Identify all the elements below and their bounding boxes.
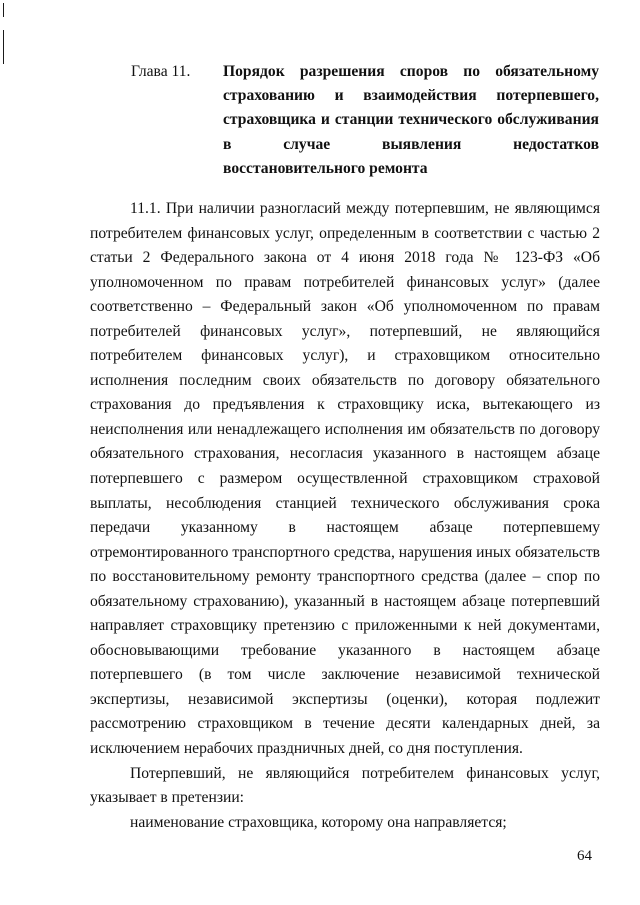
page-number: 64 bbox=[577, 848, 592, 864]
paragraph-claim-intro: Потерпевший, не являющийся потребителем финансовых услуг, указывает в претензии: bbox=[90, 764, 600, 807]
document-body bbox=[90, 197, 600, 835]
paragraph-insurer-name: наименование страховщика, которому она направляется; bbox=[130, 813, 507, 831]
chapter-label: Глава 11. bbox=[131, 63, 191, 80]
scan-edge-mark bbox=[3, 3, 4, 17]
scan-edge-mark bbox=[3, 30, 4, 64]
paragraph-11-1: 11.1. При наличии разногласий между потерпевшим, не являющимся потребителем финансовых услуг, определенным в соответствии с частью 2 статьи 2 Федерального закона от 4 июня 2018 года № 123-ФЗ «Об уполномоченном по правам потребителей финансовых услуг» (далее соответственно – Федеральный закон «Об уполномоченном по правам потребителей финансовых услуг», потерпевший, не являющийся потребителем финансовых услуг), и страховщиком относительно исполнения последним своих обязательств по договору обязательного страхования до предъявления к страховщику иска, вытекающего из неисполнения или ненадлежащего исполнения им обязательств по договору обязательного страхования, несогласия указанного в настоящем абзаце потерпевшего с размером осуществленной страховщиком страховой выплаты, несоблюдения станцией технического обслуживания срока передачи указанному в настоящем абзаце потерпевшему отремонтированного транспортного средства, нарушения иных обязательств по восстановительному ремонту транспортного средства (далее – спор по обязательному страхованию), указанный в настоящем абзаце потерпевший направляет страховщику претензию с приложенными к ней документами, обосновывающими требование указанного в настоящем абзаце потерпевшего (в том числе заключение независимой технической экспертизы, независимой экспертизы (оценки), которая подлежит рассмотрению страховщиком в течение десяти календарных дней, за исключением нерабочих праздничных дней, со дня поступления. bbox=[90, 200, 600, 758]
chapter-title: Порядок разрешения споров по обязательному страхованию и взаимодействия потерпевшего, страховщика и станции технического обслуживания в случае выявления недостатков восстановительного ремонта bbox=[223, 63, 599, 177]
